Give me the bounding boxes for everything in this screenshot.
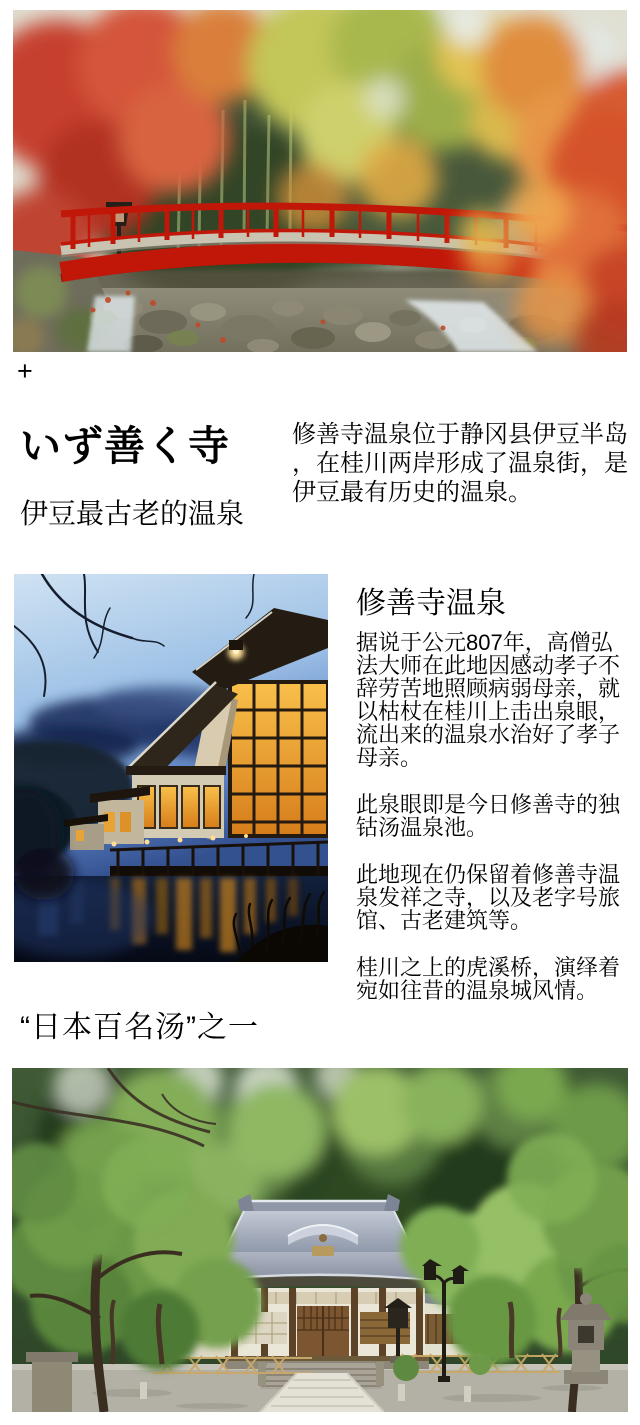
autumn-bridge-photo — [13, 10, 627, 352]
intro-description: 修善寺温泉位于静冈县伊豆半岛，在桂川两岸形成了温泉街，是伊豆最有历史的温泉。 — [292, 421, 628, 506]
page-subtitle: 伊豆最古老的温泉 — [20, 498, 245, 529]
famous-bath-caption: “日本百名汤”之一 — [20, 1011, 259, 1044]
story-heading: 修善寺温泉 — [356, 587, 506, 620]
story-body — [356, 631, 628, 1026]
story-paragraph-legend: 据说于公元807年，高僧弘法大师在此地因感动孝子不辞劳苦地照顾病弱母亲，就以枯杖在桂川上击出泉眼，流出来的温泉水治好了孝子母亲。 — [356, 630, 621, 770]
story-paragraph-bridge: 桂川之上的虎溪桥，演绎着宛如往昔的温泉城风情。 — [356, 955, 621, 1003]
page-title: いず善く寺 — [20, 423, 230, 469]
plus-marker: + — [17, 356, 33, 386]
temple-photo — [12, 1068, 628, 1412]
story-paragraph-spring: 此泉眼即是今日修善寺的独钴汤温泉池。 — [356, 792, 621, 840]
ryokan-night-photo — [14, 574, 328, 962]
story-paragraph-heritage: 此地现在仍保留着修善寺温泉发祥之寺，以及老字号旅馆、古老建筑等。 — [356, 862, 621, 933]
